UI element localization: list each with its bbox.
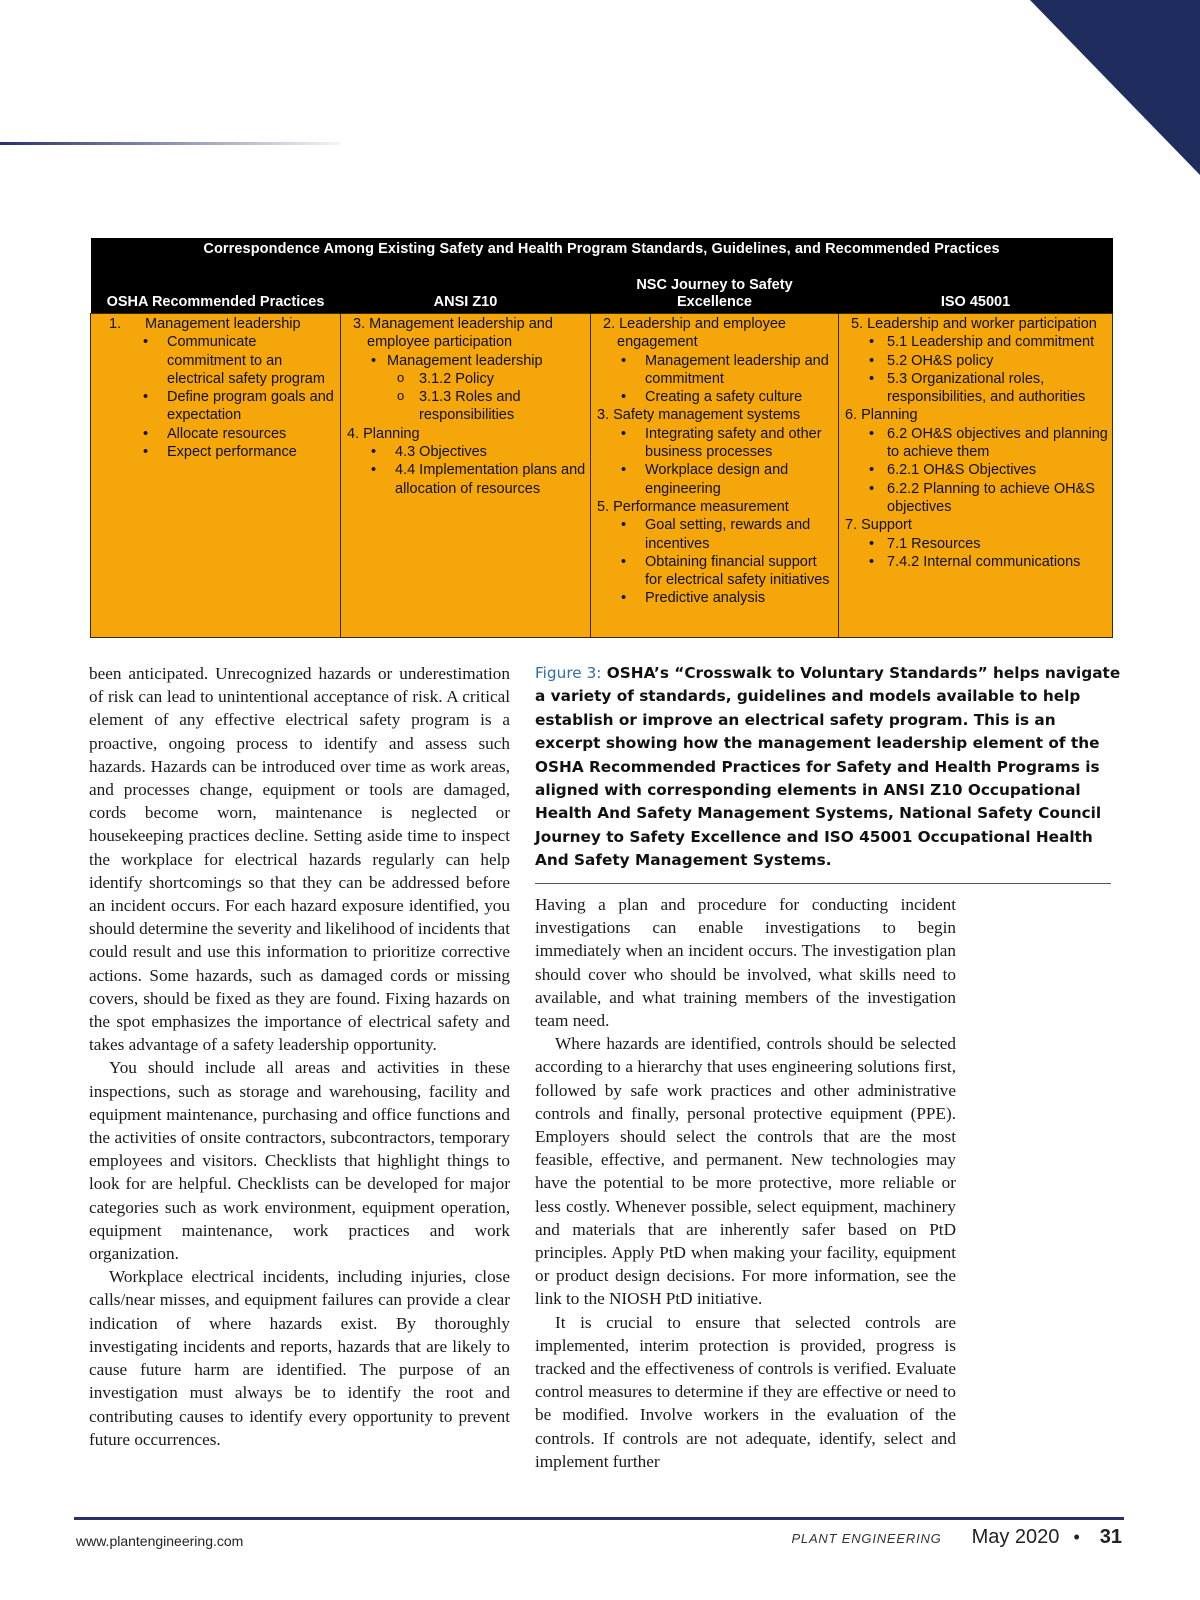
col-header-nsc-line1: NSC Journey to Safety	[636, 277, 793, 293]
iso-item: • 6.2.1 OH&S Objectives	[845, 461, 1108, 479]
body-paragraph: Workplace electrical incidents, including injuries, close calls/near misses, and equipment failures can provide a clear indication of where hazards exist. By thoroughly investigating incidents and reports, hazards that are likely to cause future harm are identified. The purpose of an investigation must always be to identify the root and contributing causes to identify every opportunity to prevent future occurrences.	[89, 1267, 510, 1449]
figure-label: Figure 3:	[535, 664, 602, 682]
nsc-item: • Obtaining financial support for electrical safety initiatives	[597, 553, 834, 590]
nsc-item: • Creating a safety culture	[597, 388, 834, 406]
footer-bullet: •	[1073, 1527, 1080, 1547]
col-header-osha: OSHA Recommended Practices	[91, 277, 341, 314]
nsc-item: • Integrating safety and other business processes	[597, 425, 834, 462]
iso-section-7: 7. Support	[845, 517, 912, 534]
nsc-section-2: 2. Leadership and employee engagement	[603, 316, 786, 351]
body-column-left	[89, 662, 510, 1451]
body-paragraph: Where hazards are identified, controls should be selected according to a hierarchy that uses engineering solutions first, followed by safe work practices and other administrative controls and finally, personal protective equipment (PPE). Employers should select the controls that are the most feasible, effective, and permanent. New technologies may have the potential to be more protective, more reliable or less costly. Whenever possible, select equipment, machinery and materials that are inherently safer based on PtD principles. Apply PtD when making your facility, equipment or product design decisions. For more information, see the link to the NIOSH PtD initiative.	[535, 1034, 956, 1309]
figure-caption-text: OSHA’s “Crosswalk to Voluntary Standards” helps navigate a variety of standards, guidelines and models available to help establish or improve an electrical safety program. This is an excerpt showing how the management leadership element of the OSHA Recommended Practices for Safety and Health Programs is aligned with corresponding elements in ANSI Z10 Occupational Health And Safety Management Systems, National Safety Council Journey to Safety Excellence and ISO 45001 Occupational Health And Safety Management Systems.	[535, 664, 1121, 870]
nsc-item: • Goal setting, rewards and incentives	[597, 516, 834, 553]
osha-item: • Define program goals and expectation	[97, 388, 336, 425]
ansi-section-4: 4. Planning	[347, 425, 420, 442]
iso-item: • 5.2 OH&S policy	[845, 352, 1108, 370]
cell-iso	[839, 314, 1113, 638]
crosswalk-table	[90, 238, 1113, 638]
ansi-section-3: 3. Management leadership and employee participation	[353, 316, 553, 351]
nsc-item: • Workplace design and engineering	[597, 461, 834, 498]
ansi-item: • 4.3 Objectives	[347, 443, 586, 461]
nsc-item: • Predictive analysis	[597, 589, 834, 607]
iso-item: • 5.1 Leadership and commitment	[845, 333, 1108, 351]
body-paragraph: You should include all areas and activities in these inspections, such as storage and warehousing, facility and equipment maintenance, purchasing and office functions and the activities of onsite contractors, subcontractors, temporary employees and visitors. Checklists that highlight things to look for are helpful. Checklists can be developed for major categories such as work environment, equipment operation, equipment maintenance, work practices and work organization.	[89, 1058, 510, 1264]
iso-section-5: 5. Leadership and worker participation	[851, 316, 1097, 332]
footer-url[interactable]: www.plantengineering.com	[76, 1533, 244, 1549]
iso-item: • 6.2 OH&S objectives and planning to achieve them	[845, 425, 1108, 462]
corner-decoration	[1030, 0, 1200, 175]
iso-item: • 7.1 Resources	[845, 535, 1108, 553]
ansi-subitem: o 3.1.3 Roles and responsibilities	[347, 388, 586, 425]
body-paragraph: Having a plan and procedure for conducting incident investigations can enable investigations to begin immediately when an incident occurs. The investigation plan should cover who should be involved, what skills need to available, and what training members of the investigation team need.	[535, 895, 956, 1031]
page-number: 31	[1099, 1526, 1122, 1548]
osha-item: • Communicate commitment to an electrical safety program	[97, 333, 336, 388]
col-header-nsc	[591, 277, 839, 314]
footer-rule	[74, 1517, 1124, 1520]
cell-nsc	[591, 314, 839, 638]
cell-ansi	[341, 314, 591, 638]
header-rule	[0, 142, 340, 145]
iso-item: • 6.2.2 Planning to achieve OH&S objectives	[845, 480, 1108, 517]
nsc-item: • Management leadership and commitment	[597, 352, 834, 389]
col-header-iso: ISO 45001	[839, 277, 1113, 314]
nsc-section-3: 3. Safety management systems	[597, 407, 801, 424]
osha-item: • Expect performance	[97, 443, 336, 461]
ansi-item: • 4.4 Implementation plans and allocation of resources	[347, 461, 586, 498]
nsc-section-5: 5. Performance measurement	[597, 498, 789, 515]
col-header-ansi: ANSI Z10	[341, 277, 591, 314]
ansi-item: • Management leadership	[347, 352, 586, 370]
issue-date: May 2020	[971, 1526, 1060, 1548]
body-paragraph: It is crucial to ensure that selected controls are implemented, interim protection is provided, progress is tracked and the effectiveness of controls is verified. Evaluate control measures to determine if they are effective or need to be modified. Involve workers in the evaluation of the controls. If controls are not adequate, identify, select and implement further	[535, 1312, 956, 1471]
body-paragraph: been anticipated. Unrecognized hazards or underestimation of risk can lead to unintentional acceptance of risk. A critical element of any effective electrical safety program is a proactive, ongoing process to identify and assess such hazards. Hazards can be introduced over time as work areas, and processes change, equipment or tools are damaged, cords become worn, maintenance is neglected or housekeeping practices decline. Setting aside time to inspect the workplace for electrical hazards regularly can help identify shortcomings so that they can be addressed before an incident occurs. For each hazard exposure identified, you should determine the severity and likelihood of incidents that could result and use this information to prioritize corrective actions. Some hazards, such as damaged cords or missing covers, should be fixed as they are found. Fixing hazards on the spot emphasizes the importance of electrical safety and takes advantage of a safety leadership opportunity.	[89, 664, 510, 1055]
ansi-subitem: o 3.1.2 Policy	[347, 370, 586, 388]
col-header-nsc-line2: Excellence	[677, 294, 752, 310]
osha-num: 1.	[109, 316, 122, 332]
magazine-name: PLANT ENGINEERING	[791, 1531, 942, 1546]
footer-folio	[791, 1526, 1122, 1549]
iso-item: • 5.3 Organizational roles, responsibilities, and authorities	[845, 370, 1108, 407]
iso-item: • 7.4.2 Internal communications	[845, 553, 1108, 571]
iso-section-6: 6. Planning	[845, 407, 918, 424]
body-column-right	[535, 893, 956, 1473]
osha-section	[97, 315, 336, 333]
osha-item: • Allocate resources	[97, 425, 336, 443]
cell-osha	[91, 314, 341, 638]
caption-divider	[535, 883, 1111, 884]
figure-caption	[535, 662, 1121, 873]
osha-head: Management leadership	[145, 316, 301, 332]
table-title: Correspondence Among Existing Safety and Health Program Standards, Guidelines, and Recommended Practices	[91, 238, 1113, 277]
